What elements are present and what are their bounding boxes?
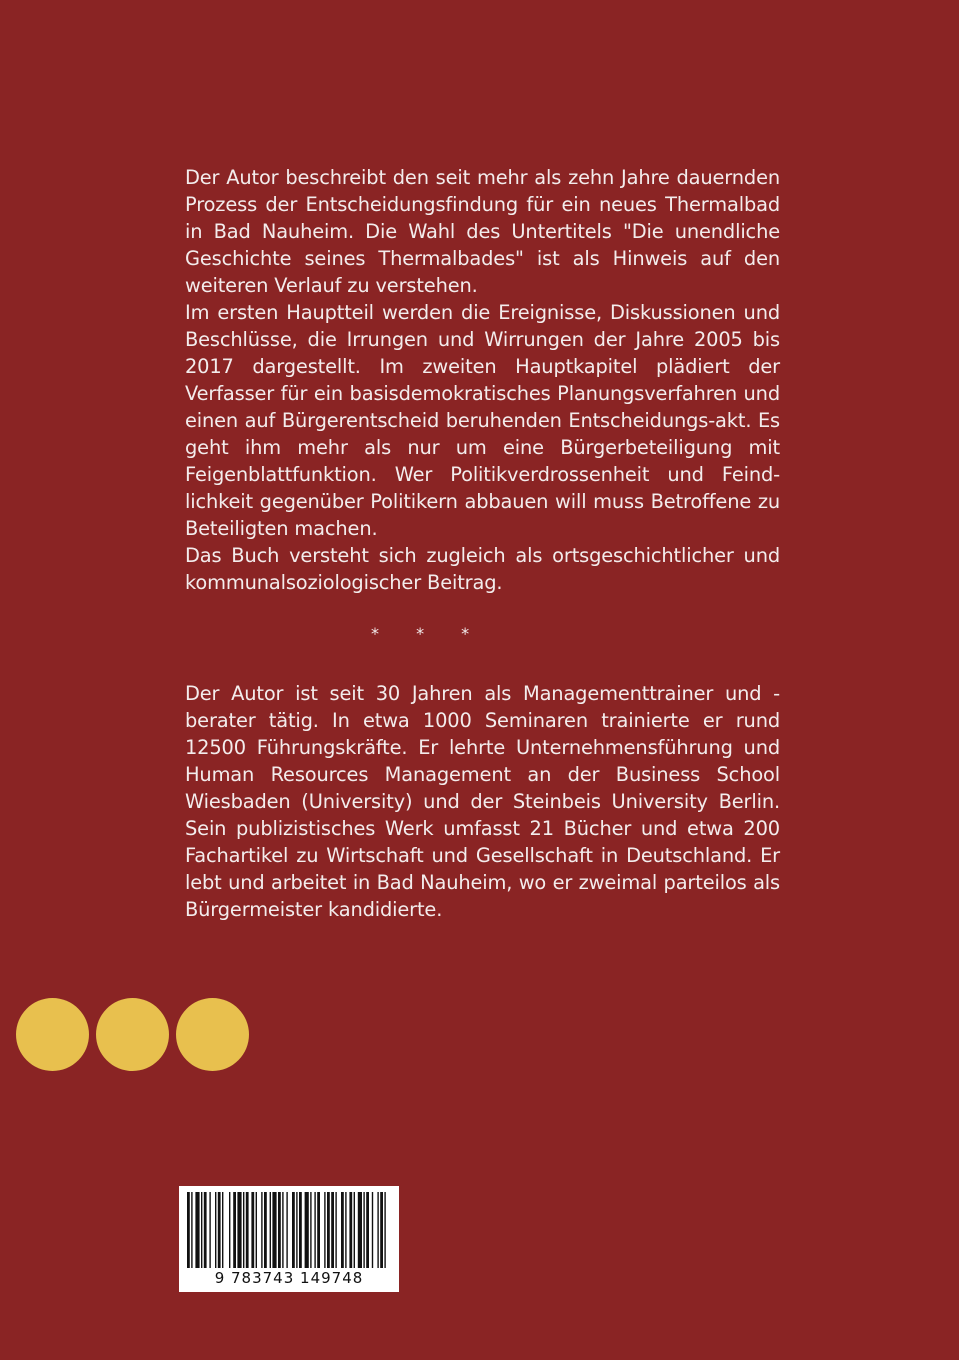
barcode-bar bbox=[286, 1192, 287, 1268]
section-separator: * * * bbox=[371, 624, 486, 643]
barcode-bar bbox=[256, 1192, 257, 1268]
barcode-bar bbox=[363, 1192, 364, 1268]
blurb-paragraph-3: Das Buch versteht sich zugleich als ortsgeschichtlicher und kommunalsoziologischer Beitrag. bbox=[185, 544, 780, 594]
barcode-bar bbox=[243, 1192, 244, 1268]
decorative-dot-1 bbox=[16, 998, 89, 1071]
barcode-bar bbox=[296, 1192, 297, 1268]
author-bio bbox=[185, 680, 780, 923]
barcode-bar bbox=[187, 1192, 190, 1268]
barcode-bar bbox=[261, 1192, 262, 1268]
barcode-bar bbox=[331, 1192, 334, 1268]
blurb-paragraph-1: Der Autor beschreibt den seit mehr als zehn Jahre dauernden Prozess der Entscheidungsfindung für ein neues Thermalbad in Bad Nauheim. Die Wahl des Untertitels "Die unendliche Geschichte seines Thermalbades" ist als Hinweis auf den weiteren Verlauf zu verstehen. bbox=[185, 166, 780, 297]
barcode-bar bbox=[310, 1192, 311, 1268]
barcode-bar bbox=[201, 1192, 202, 1268]
barcode-bar bbox=[335, 1192, 336, 1268]
bio-paragraph: Der Autor ist seit 30 Jahren als Managementtrainer und -berater tätig. In etwa 1000 Seminaren trainierte er rund 12500 Führungskräfte. Er lehrte Unternehmensführung und Human Resources Management an der Business School Wiesbaden (University) und der Steinbeis University Berlin. Sein publizistisches Werk umfasst 21 Bücher und etwa 200 Fachartikel zu Wirtschaft und Gesellschaft in Deutschland. Er lebt und arbeitet in Bad Nauheim, wo er zweimal parteilos als Bürgermeister kandidierte. bbox=[185, 682, 780, 921]
barcode-bars bbox=[179, 1186, 399, 1270]
barcode-bar bbox=[191, 1192, 192, 1268]
barcode-bar bbox=[327, 1192, 330, 1268]
barcode-bar bbox=[246, 1192, 249, 1268]
barcode-bar bbox=[270, 1192, 271, 1268]
barcode-bar bbox=[215, 1192, 216, 1268]
barcode-bar bbox=[384, 1192, 385, 1268]
book-blurb bbox=[185, 164, 780, 596]
barcode-bar bbox=[324, 1192, 325, 1268]
decorative-dot-3 bbox=[176, 998, 249, 1071]
barcode-bar bbox=[349, 1192, 352, 1268]
barcode-bar bbox=[299, 1192, 302, 1268]
decorative-dot-2 bbox=[96, 998, 169, 1071]
barcode-bar bbox=[282, 1192, 283, 1268]
barcode-bar bbox=[317, 1192, 320, 1268]
barcode-bar bbox=[264, 1192, 267, 1268]
isbn-digits: 9 783743 149748 bbox=[214, 1269, 364, 1287]
barcode-bar bbox=[218, 1192, 221, 1268]
isbn-barcode bbox=[179, 1186, 399, 1292]
barcode-bar bbox=[305, 1192, 309, 1268]
barcode-bar bbox=[354, 1192, 355, 1268]
barcode-bar bbox=[204, 1192, 207, 1268]
barcode-bar bbox=[341, 1192, 344, 1268]
barcode-bar bbox=[229, 1192, 230, 1268]
barcode-bar bbox=[233, 1192, 236, 1268]
barcode-bar bbox=[377, 1192, 378, 1268]
barcode-bar bbox=[237, 1192, 241, 1268]
barcode-bar bbox=[292, 1192, 295, 1268]
barcode-bar bbox=[278, 1192, 281, 1268]
barcode-bar bbox=[380, 1192, 383, 1268]
barcode-bar bbox=[251, 1192, 254, 1268]
barcode-bar bbox=[345, 1192, 346, 1268]
barcode-bar bbox=[222, 1192, 223, 1268]
barcode-bar bbox=[366, 1192, 369, 1268]
barcode-bar bbox=[314, 1192, 315, 1268]
barcode-bar bbox=[195, 1192, 199, 1268]
blurb-paragraph-2: Im ersten Hauptteil werden die Ereignisse, Diskussionen und Beschlüsse, die Irrungen und Wirrungen der Jahre 2005 bis 2017 dargestellt. Im zweiten Hauptkapitel plädiert der Verfasser für ein basisdemokratisches Planungsverfahren und einen auf Bürgerentscheid beruhenden Entscheidungs-akt. Es geht ihm mehr als nur um eine Bürgerbeteiligung mit Feigenblattfunktion. Wer Politikverdrossenheit und Feind-lichkeit gegenüber Politikern abbauen will muss Betroffene zu Beteiligten machen. bbox=[185, 301, 780, 540]
barcode-bar bbox=[358, 1192, 362, 1268]
barcode-bar bbox=[272, 1192, 276, 1268]
barcode-bar bbox=[372, 1192, 373, 1268]
barcode-bar bbox=[209, 1192, 210, 1268]
